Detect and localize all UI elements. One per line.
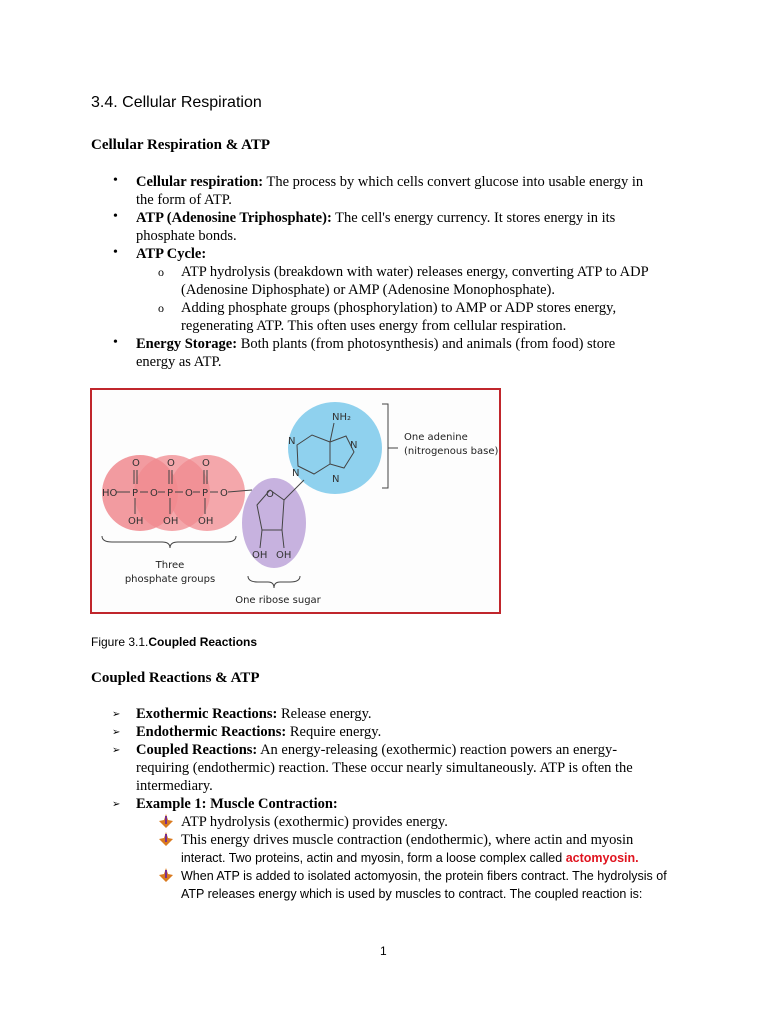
oxygen-top: O	[167, 458, 175, 469]
arrow-line: Endothermic Reactions: Require energy.	[136, 724, 382, 740]
oh-bottom: OH	[198, 516, 214, 527]
nh2-label: NH₂	[332, 412, 352, 423]
chain-atom: O	[150, 488, 158, 499]
example-line-cont: interact. Two proteins, actin and myosin, form a loose complex called actomyosin.	[181, 851, 639, 865]
ribose-oxygen: O	[266, 489, 274, 500]
sub-bullet-line-cont: regenerating ATP. This often uses energy from cellular respiration.	[181, 318, 567, 334]
bullet-line: Energy Storage: Both plants (from photosynthesis) and animals (from food) store	[136, 336, 616, 352]
chain-atom: P	[202, 488, 209, 499]
chain-atom: O	[220, 488, 228, 499]
section-title: 3.4. Cellular Respiration	[91, 94, 262, 111]
bullet-line-cont: the form of ATP.	[136, 192, 232, 208]
ribose-oh: OH	[252, 550, 268, 561]
atp-structure-figure	[90, 388, 501, 614]
arrow-bullet-icon: ➢	[112, 727, 121, 738]
arrow-bullet-icon: ➢	[112, 799, 121, 810]
figure-caption: Figure 3.1.Coupled Reactions	[91, 635, 258, 649]
adenine-label: One adenine	[404, 432, 468, 443]
chain-atom: HO	[102, 488, 118, 499]
ribose-oh: OH	[276, 550, 292, 561]
bullet-line-cont: phosphate bonds.	[136, 228, 237, 244]
sub-bullet-marker: o	[158, 301, 164, 315]
atp-diagram	[92, 390, 499, 612]
phosphate-label: phosphate groups	[124, 574, 216, 585]
arrow-bullet-icon: ➢	[112, 745, 121, 756]
example-line: This energy drives muscle contraction (endothermic), where actin and myosin	[181, 832, 634, 848]
example-line: When ATP is added to isolated actomyosin, the protein fibers contract. The hydrolysis of	[181, 869, 667, 883]
sub-bullet-line: Adding phosphate groups (phosphorylation) to AMP or ADP stores energy,	[181, 300, 617, 316]
bullet-dot: •	[113, 209, 118, 224]
bullet-line-cont: energy as ATP.	[136, 354, 222, 370]
diamond-arrow-icon	[158, 832, 174, 846]
sub-bullet-marker: o	[158, 265, 164, 279]
ring-atom: N	[288, 436, 296, 447]
arrow-line-cont: requiring (endothermic) reaction. These occur nearly simultaneously. ATP is often the	[136, 760, 633, 776]
sub-bullet-line: ATP hydrolysis (breakdown with water) releases energy, converting ATP to ADP	[181, 264, 649, 280]
arrow-line: Coupled Reactions: An energy-releasing (exothermic) reaction powers an energy-	[136, 742, 618, 758]
ribose-label: One ribose sugar	[235, 595, 321, 606]
arrow-bullet-icon: ➢	[112, 709, 121, 720]
chain-atom: O	[185, 488, 193, 499]
adenine-label: (nitrogenous base)	[404, 446, 499, 457]
sub-bullet-line-cont: (Adenosine Diphosphate) or AMP (Adenosine Monophosphate).	[181, 282, 555, 298]
diamond-arrow-icon	[158, 868, 174, 882]
phosphate-label: Three	[155, 560, 185, 571]
ring-atom: N	[350, 440, 358, 451]
oxygen-top: O	[132, 458, 140, 469]
bullet-line: ATP (Adenosine Triphosphate): The cell's energy currency. It stores energy in its	[136, 210, 616, 226]
ring-atom: N	[332, 474, 340, 485]
bullet-line: ATP Cycle:	[136, 246, 207, 262]
diamond-arrow-icon	[158, 814, 174, 828]
heading-coupled-reactions-atp: Coupled Reactions & ATP	[91, 670, 260, 686]
ring-atom: N	[292, 468, 300, 479]
oxygen-top: O	[202, 458, 210, 469]
page-number: 1	[380, 944, 387, 958]
oh-bottom: OH	[128, 516, 144, 527]
bullet-dot: •	[113, 335, 118, 350]
arrow-line: Exothermic Reactions: Release energy.	[136, 706, 372, 722]
oh-bottom: OH	[163, 516, 179, 527]
heading-cellular-respiration-atp: Cellular Respiration & ATP	[91, 137, 271, 153]
bullet-dot: •	[113, 173, 118, 188]
actomyosin-highlight: actomyosin.	[565, 851, 639, 865]
example-line: ATP hydrolysis (exothermic) provides energy.	[181, 814, 448, 830]
example-line-cont: ATP releases energy which is used by muscles to contract. The coupled reaction is:	[181, 887, 643, 901]
arrow-line: Example 1: Muscle Contraction:	[136, 796, 338, 812]
chain-atom: P	[167, 488, 174, 499]
bullet-dot: •	[113, 245, 118, 260]
chain-atom: P	[132, 488, 139, 499]
bullet-line: Cellular respiration: The process by which cells convert glucose into usable energy in	[136, 174, 644, 190]
arrow-line-cont: intermediary.	[136, 778, 213, 794]
